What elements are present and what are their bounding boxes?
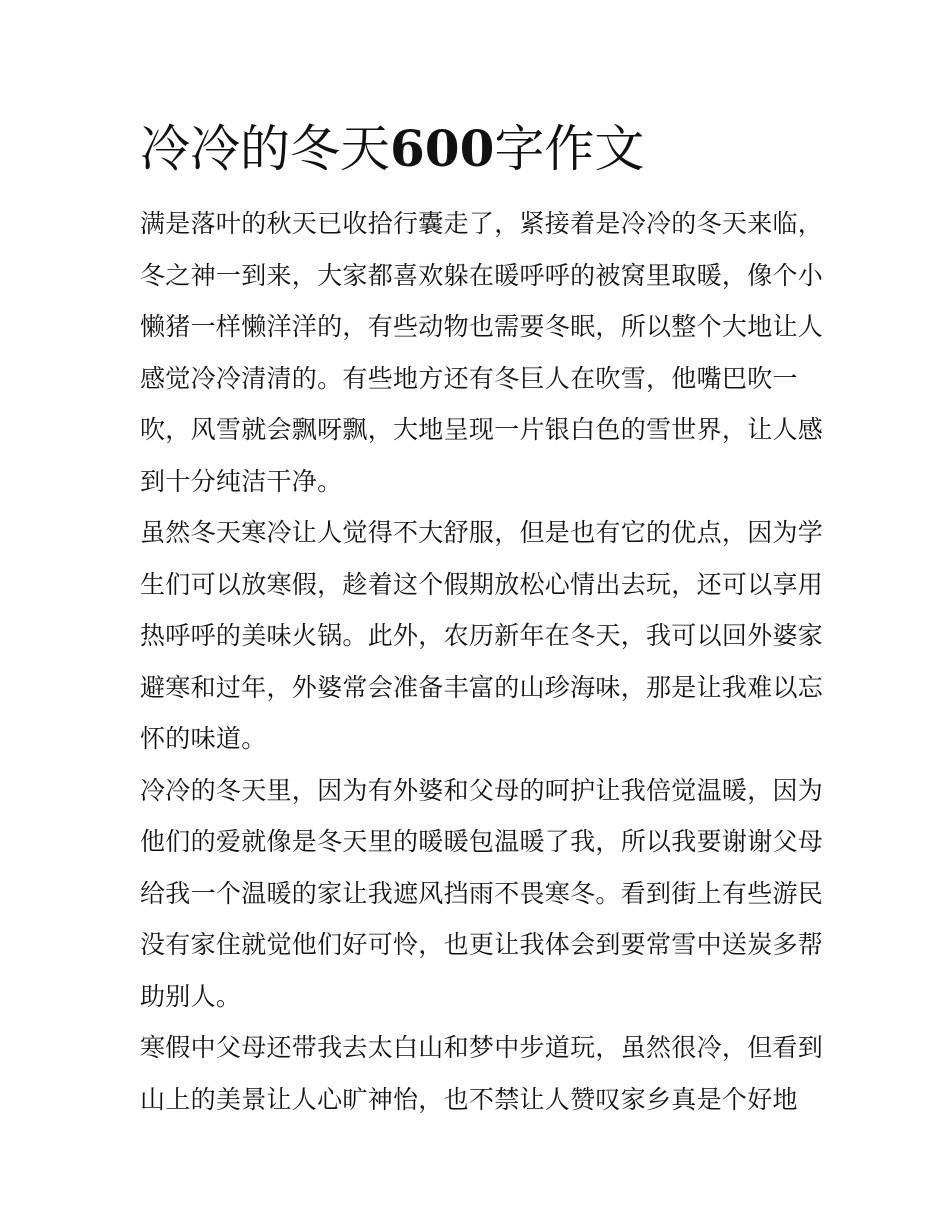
text-line: 没有家住就觉他们好可怜，也更让我体会到要常雪中送炭多帮 xyxy=(140,930,824,959)
paragraph-2 xyxy=(140,507,824,765)
text-line: 吹，风雪就会飘呀飘，大地呈现一片银白色的雪世界，让人感 xyxy=(140,415,824,444)
text-line: 满是落叶的秋天已收拾行囊走了，紧接着是冷冷的冬天来临， xyxy=(140,209,824,238)
text-line: 到十分纯洁干净。 xyxy=(140,466,343,496)
text-line: 冷冷的冬天里，因为有外婆和父母的呵护让我倍觉温暖，因为 xyxy=(140,775,824,805)
text-line: 感觉冷冷清清的。有些地方还有冬巨人在吹雪，他嘴巴吹一 xyxy=(140,363,798,393)
essay-body xyxy=(140,198,824,1125)
text-line: 冬之神一到来，大家都喜欢躲在暖呼呼的被窝里取暖，像个小 xyxy=(140,260,824,290)
text-line: 寒假中父母还带我去太白山和梦中步道玩，虽然很冷，但看到 xyxy=(140,1033,824,1062)
title-suffix: 字作文 xyxy=(494,120,645,178)
paragraph-3 xyxy=(140,765,824,1023)
text-line: 怀的味道。 xyxy=(140,724,267,753)
text-line: 生们可以放寒假，趁着这个假期放松心情出去玩，还可以享用 xyxy=(140,569,824,599)
text-line: 懒猪一样懒洋洋的，有些动物也需要冬眠，所以整个大地让人 xyxy=(140,312,824,341)
text-line: 热呼呼的美味火锅。此外，农历新年在冬天，我可以回外婆家 xyxy=(140,621,824,650)
text-line: 他们的爱就像是冬天里的暖暖包温暖了我，所以我要谢谢父母 xyxy=(140,827,824,856)
title-prefix: 冷冷的冬天 xyxy=(140,120,390,178)
text-line: 山上的美景让人心旷神怡，也不禁让人赞叹家乡真是个好地 xyxy=(140,1084,798,1114)
text-line: 助别人。 xyxy=(140,981,242,1011)
title-number: 600 xyxy=(390,119,495,178)
paragraph-1 xyxy=(140,198,824,507)
page-title xyxy=(140,118,644,180)
text-line: 避寒和过年，外婆常会准备丰富的山珍海味，那是让我难以忘 xyxy=(140,672,824,702)
text-line: 给我一个温暖的家让我遮风挡雨不畏寒冬。看到街上有些游民 xyxy=(140,878,824,908)
paragraph-4 xyxy=(140,1022,824,1125)
text-line: 虽然冬天寒冷让人觉得不大舒服，但是也有它的优点，因为学 xyxy=(140,518,824,547)
